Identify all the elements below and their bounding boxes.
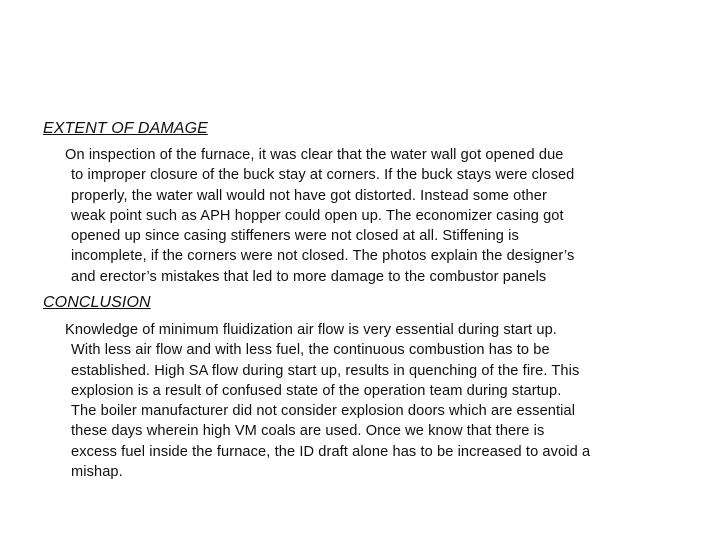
text-line: weak point such as APH hopper could open up. The economizer casing got xyxy=(71,207,564,224)
text-line: opened up since casing stiffeners were not closed at all. Stiffening is xyxy=(71,228,519,245)
text-line: and erector’s mistakes that led to more damage to the combustor panels xyxy=(71,268,547,285)
text-line: With less air flow and with less fuel, the continuous combustion has to be xyxy=(71,342,550,359)
section-heading-conclusion: CONCLUSION xyxy=(43,294,151,311)
section-body-conclusion xyxy=(0,320,591,482)
text-line: Knowledge of minimum fluidization air flow is very essential during start up. xyxy=(65,322,557,338)
text-line: incomplete, if the corners were not closed. The photos explain the designer’s xyxy=(71,248,575,265)
section-heading-extent-of-damage: EXTENT OF DAMAGE xyxy=(43,120,208,137)
section-body-extent-of-damage xyxy=(0,145,575,287)
text-line: mishap. xyxy=(71,464,123,481)
text-line: to improper closure of the buck stay at corners. If the buck stays were closed xyxy=(71,167,575,184)
text-line: these days wherein high VM coals are used. Once we know that there is xyxy=(71,423,545,440)
text-line: excess fuel inside the furnace, the ID draft alone has to be increased to avoid a xyxy=(71,443,591,460)
text-line: On inspection of the furnace, it was clear that the water wall got opened due xyxy=(65,147,564,163)
text-line: explosion is a result of confused state of the operation team during startup. xyxy=(71,382,562,399)
text-line: established. High SA flow during start up, results in quenching of the fire. This xyxy=(71,362,580,379)
text-line: properly, the water wall would not have got distorted. Instead some other xyxy=(71,187,547,204)
text-line: The boiler manufacturer did not consider explosion doors which are essential xyxy=(71,403,576,420)
